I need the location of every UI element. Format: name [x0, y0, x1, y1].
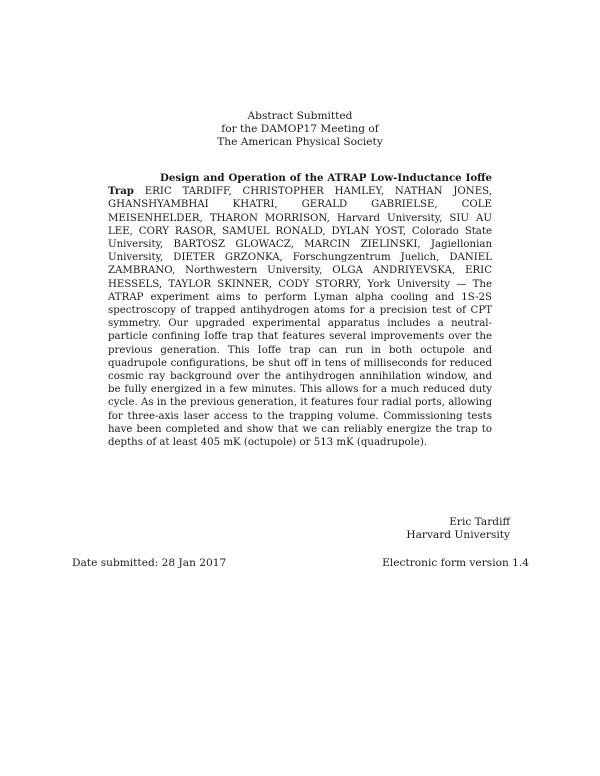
abstract-body: [108, 172, 492, 449]
date-submitted: Date submitted: 28 Jan 2017: [72, 557, 227, 569]
form-version: Electronic form version 1.4: [382, 557, 529, 569]
submitter-name: Eric Tardiff: [449, 516, 510, 528]
submission-header: [0, 110, 600, 150]
submitter-affiliation: Harvard University: [406, 529, 510, 542]
em-dash-separator: —: [450, 278, 473, 290]
abstract-title: Design and Operation of the ATRAP Low-Inductance Ioffe Trap: [108, 172, 492, 198]
header-line-society: The American Physical Society: [217, 136, 383, 149]
header-line-meeting: for the DAMOP17 Meeting of: [221, 123, 379, 136]
abstract-text: The ATRAP experiment aims to perform Lyman alpha cooling and 1S-2S spectroscopy of trapped antihydrogen atoms for a precision test of CPT symmetry. Our upgraded experimental apparatus includes a neutral-particle confining Ioffe trap that features several improvements over the previous generation. This Ioffe trap can run in both octupole and quadrupole configurations, be shut off in tens of milliseconds for reduced cosmic ray background over the antihydrogen annihilation window, and be fully energized in a few minutes. This allows for a much reduced duty cycle. As in the previous generation, it features four radial ports, allowing for three-axis laser access to the trapping volume. Commissioning tests have been completed and show that we can reliably energize the trap to depths of at least 405 mK (octupole) or 513 mK (quadrupole).: [108, 278, 492, 449]
author-list: ERIC TARDIFF, CHRISTOPHER HAMLEY, NATHAN JONES, GHANSHYAMBHAI KHATRI, GERALD GABRIELSE, COLE MEISENHELDER, THARON MORRISON, Harvard University, SIU AU LEE, CORY RASOR, SAMUEL RONALD, DYLAN YOST, Colorado State University, BARTOSZ GLOWACZ, MARCIN ZIELINSKI, Jagiellonian University, DIETER GRZONKA, Forschungzentrum Juelich, DANIEL ZAMBRANO, Northwestern University, OLGA ANDRIYEVSKA, ERIC HESSELS, TAYLOR SKINNER, CODY STORRY, York University: [108, 186, 492, 290]
header-line-abstract-submitted: Abstract Submitted: [247, 110, 353, 122]
submitter-block: [406, 516, 510, 542]
